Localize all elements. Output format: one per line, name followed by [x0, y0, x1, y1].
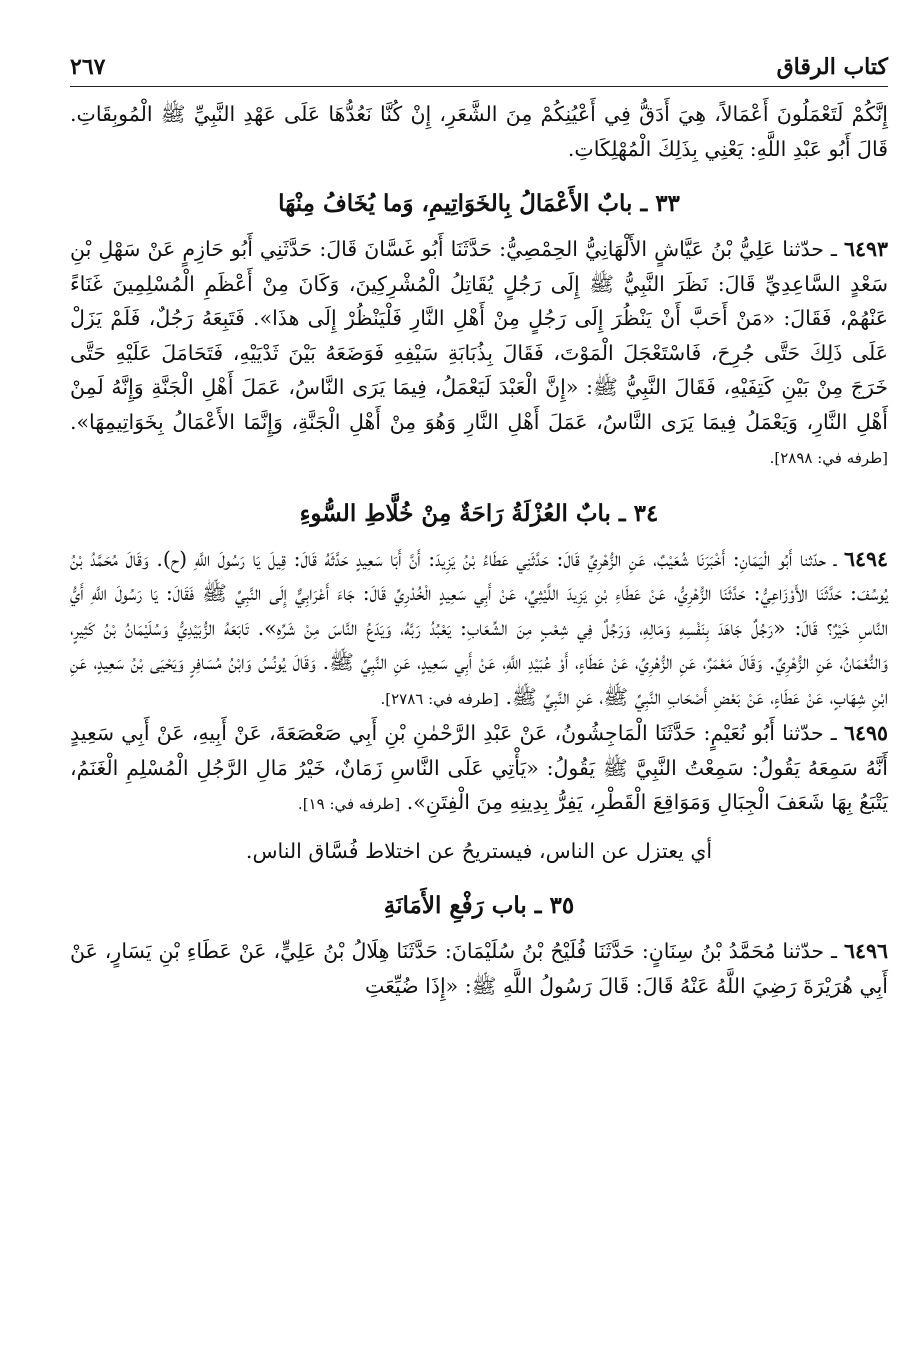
hadith-number: ٦٤٩٦	[843, 939, 888, 963]
hadith-paragraph	[70, 542, 888, 717]
hadith-number: ٦٤٩٣	[843, 237, 888, 261]
intro-paragraph: إِنَّكُمْ لَتَعْمَلُونَ أَعْمَالاً، هِيَ أَدَقُّ فِي أَعْيُنِكُمْ مِنَ الشَّعَرِ، إِنْ كُنَّا نَعُدُّهَا عَلَى عَهْدِ النَّبِيِّ ﷺ الْمُوبِقَاتِ. قَالَ أَبُو عَبْدِ اللَّهِ: يَعْنِي بِذَلِكَ الْمُهْلِكَاتِ.	[70, 102, 888, 161]
hadith-reference: [طرفه في: ٢٨٩٨].	[769, 449, 888, 467]
section-heading: ٣٥ ـ باب رَفْعِ الأَمَانَةِ	[383, 892, 575, 919]
hadith-number: ٦٤٩٥	[843, 721, 888, 745]
book-page	[70, 52, 888, 1003]
hadith-paragraph	[70, 716, 888, 822]
hadith-text: ـ حدّثنا مُحَمَّدُ بْنُ سِنَانٍ: حَدَّثَنَا فُلَيْحُ بْنُ سُلَيْمَانَ: حَدَّثَنَا هِلَالُ بْنُ عَلِيٍّ، عَنْ عَطَاءِ بْنِ يَسَارٍ، عَنْ أَبِي هُرَيْرَةَ رَضِيَ اللَّهُ عَنْهُ قَالَ: قَالَ رَسُولُ اللَّهِ ﷺ: «إِذَا ضُيِّعَتِ	[70, 939, 888, 998]
hadith-paragraph	[70, 232, 888, 476]
hadith-reference: [طرفه في: ١٩].	[297, 795, 401, 813]
hadith-text: ـ حدّثنا أَبُو نُعَيْمٍ: حَدَّثَنَا الْمَاجِشُونُ، عَنْ عَبْدِ الرَّحْمٰنِ بْنِ أَبِي صَعْصَعَةَ، عَنْ أَبِيهِ، عَنْ أَبِي سَعِيدٍ أَنَّهُ سَمِعَهُ يَقُولُ: سَمِعْتُ النَّبِيَّ ﷺ يَقُولُ: «يَأْتِي عَلَى النَّاسِ زَمَانٌ، خَيْرُ مَالِ الرَّجُلِ الْمُسْلِمِ الْغَنَمُ، يَتْبَعُ بِهَا شَعَفَ الْجِبَالِ وَمَوَاقِعَ الْقَطْرِ، يَفِرُّ بِدِينِهِ مِنَ الْفِتَنِ».	[70, 721, 888, 814]
section-heading: ٣٤ ـ بابٌ العُزْلَةُ رَاحَةٌ مِنْ خُلَّاطِ السُّوءِ	[299, 499, 659, 527]
hadith-text: ـ حدّثنا أَبُو الْيَمَانِ: أَخْبَرَنَا شُعَيْبٌ، عَنِ الزُّهْرِيِّ قَالَ: حَدَّثَنِي عَطَاءُ بْنُ يَزِيدَ: أَنَّ أَبَا سَعِيدٍ حَدَّثَهُ قَالَ: قِيلَ يَا رَسُولَ اللَّهِ (ح). وَقَالَ مُحَمَّدُ بْنُ يُوسُفَ: حَدَّثَنَا الأَوْزَاعِيُّ: حَدَّثَنَا الزُّهْرِيُّ، عَنْ عَطَاءِ بْنِ يَزِيدَ اللَّيْثِيِّ، عَنْ أَبِي سَعِيدٍ الْخُدْرِيِّ قَالَ: جَاءَ أَعْرَابِيٌّ إِلَى النَّبِيِّ ﷺ فَقَالَ: يَا رَسُولَ اللَّهِ أَيُّ النَّاسِ خَيْرٌ؟ قَالَ: «رَجُلٌ جَاهَدَ بِنَفْسِهِ وَمَالِهِ، وَرَجُلٌ فِي شِعْبٍ مِنَ الشِّعَابِ: يَعْبُدُ رَبَّهُ، وَيَدَعُ النَّاسَ مِنْ شَرِّهِ». تَابَعَهُ الزُّبَيْدِيُّ وَسُلَيْمَانُ بْنُ كَثِيرٍ، وَالنُّعْمَانُ، عَنِ الزُّهْرِيِّ. وَقَالَ مَعْمَرٌ، عَنِ الزُّهْرِيِّ، عَنْ عَطَاءٍ، أَوْ عُبَيْدِ اللَّهِ، عَنْ أَبِي سَعِيدٍ، عَنِ النَّبِيِّ ﷺ. وَقَالَ يُونُسُ وَابْنُ مُسَافِرٍ وَيَحْيَى بْنُ سَعِيدٍ، عَنِ ابْنِ شِهَابٍ، عَنْ عَطَاءٍ، عَنْ بَعْضِ أَصْحَابِ النَّبِيِّ ﷺ، عَنِ النَّبِيِّ ﷺ.	[70, 546, 888, 709]
book-title: كتاب الرقاق	[776, 54, 888, 80]
hadith-number: ٦٤٩٤	[843, 546, 888, 571]
hadith-paragraph	[70, 934, 888, 1003]
hadith-text: ـ حدّثنا عَلِيُّ بْنُ عَيَّاشٍ الأَلْهَانِيُّ الحِمْصِيُّ: حَدَّثَنَا أَبُو غَسَّانَ قَالَ: حَدَّثَنِي أَبُو حَازِمٍ عَنْ سَهْلِ بْنِ سَعْدٍ السَّاعِدِيِّ قَالَ: نَظَرَ النَّبِيُّ ﷺ إِلَى رَجُلٍ يُقَاتِلُ الْمُشْرِكِينَ، وَكَانَ مِنْ أَعْظَمِ الْمُسْلِمِينَ غَنَاءً عَنْهُمْ، فَقَالَ: «مَنْ أَحَبَّ أَنْ يَنْظُرَ إِلَى رَجُلٍ مِنْ أَهْلِ النَّارِ فَلْيَنْظُرْ إِلَى هذَا». فَتَبِعَهُ رَجُلٌ، فَلَمْ يَزَلْ عَلَى ذَلِكَ حَتَّى جُرِحَ، فَاسْتَعْجَلَ الْمَوْتَ، فَقَالَ بِذُبَابَةِ سَيْفِهِ فَوَضَعَهُ بَيْنَ ثَدْيَيْهِ، فَتَحَامَلَ عَلَيْهِ حَتَّى خَرَجَ مِنْ بَيْنِ كَتِفَيْهِ، فَقَالَ النَّبِيُّ ﷺ: «إِنَّ الْعَبْدَ لَيَعْمَلُ، فِيمَا يَرَى النَّاسُ، عَمَلَ أَهْلِ الْجَنَّةِ وَإِنَّهُ لَمِنْ أَهْلِ النَّارِ، وَيَعْمَلُ فِيمَا يَرَى النَّاسُ، عَمَلَ أَهْلِ النَّارِ وَهُوَ مِنْ أَهْلِ الْجَنَّةِ، وَإِنَّمَا الأَعْمَالُ بِخَوَاتِيمِهَا».	[70, 237, 888, 434]
page-number: ٢٦٧	[70, 54, 106, 80]
page-header	[70, 52, 888, 87]
explanatory-note: أي يعتزل عن الناس، فيستريحُ عن اختلاط فُسَّاق الناس.	[245, 838, 713, 863]
section-heading: ٣٣ ـ بابٌ الأَعْمَالُ بِالخَوَاتِيمِ، وَما يُخَافُ مِنْهَا	[278, 190, 680, 217]
hadith-reference: [طرفه في: ٢٧٨٦].	[380, 689, 499, 708]
